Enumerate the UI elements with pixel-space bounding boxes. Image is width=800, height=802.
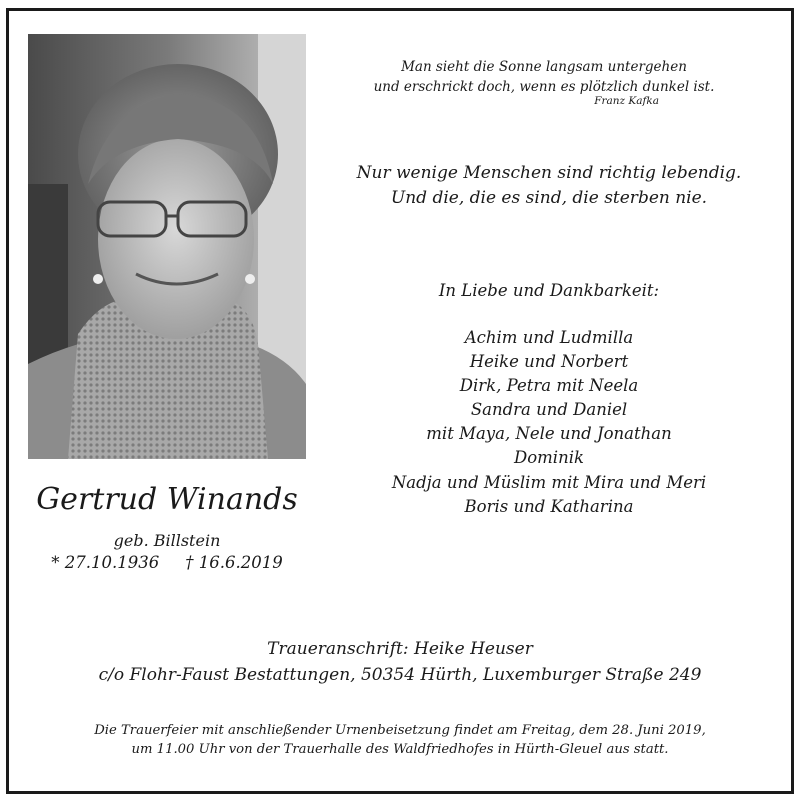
life-dates [19,552,315,574]
portrait-image [28,34,306,459]
ceremony-line-2: um 11.00 Uhr von der Trauerhalle des Waldfriedhofes in Hürth-Gleuel aus statt. [131,742,669,757]
birth-name: geb. Billstein [113,531,221,550]
second-quote-line-2: Und die, die es sind, die sterben nie. [390,188,708,208]
deceased-name: Gertrud Winands [36,482,298,517]
mourning-address [9,636,791,688]
family-member: Heike und Norbert [469,352,629,372]
second-quote [339,161,759,211]
family-member: Nadja und Müslim mit Mira und Meri [391,472,707,492]
ceremony-line-1: Die Trauerfeier mit anschließender Urnenbeisetzung findet am Freitag, dem 28. Juni 2019, [94,723,706,738]
address-line-1: Traueranschrift: Heike Heuser [267,639,533,659]
family-member: Boris und Katharina [464,496,634,516]
death-date: † 16.6.2019 [185,553,283,572]
kafka-quote-line-1: Man sieht die Sonne langsam untergehen [401,59,687,75]
family-member: Sandra und Daniel [470,400,628,420]
kafka-quote [349,57,739,108]
obituary-notice [6,8,794,794]
ceremony-info [9,721,791,759]
family-member: Dominik [514,448,584,468]
kafka-quote-line-2: und erschrickt doch, wenn es plötzlich dunkel ist. [373,79,715,95]
address-line-2: c/o Flohr-Faust Bestattungen, 50354 Hürth, Luxemburger Straße 249 [98,665,702,685]
thanks-heading: In Liebe und Dankbarkeit: [438,281,660,300]
family-member: Achim und Ludmilla [464,328,634,347]
kafka-quote-author: Franz Kafka [594,95,659,107]
portrait-photo [28,34,306,459]
family-list [339,326,759,519]
family-member: mit Maya, Nele und Jonathan [426,424,672,444]
birth-date: * 27.10.1936 [51,553,160,572]
family-member: Dirk, Petra mit Neela [459,376,639,396]
second-quote-line-1: Nur wenige Menschen sind richtig lebendig. [356,163,742,183]
